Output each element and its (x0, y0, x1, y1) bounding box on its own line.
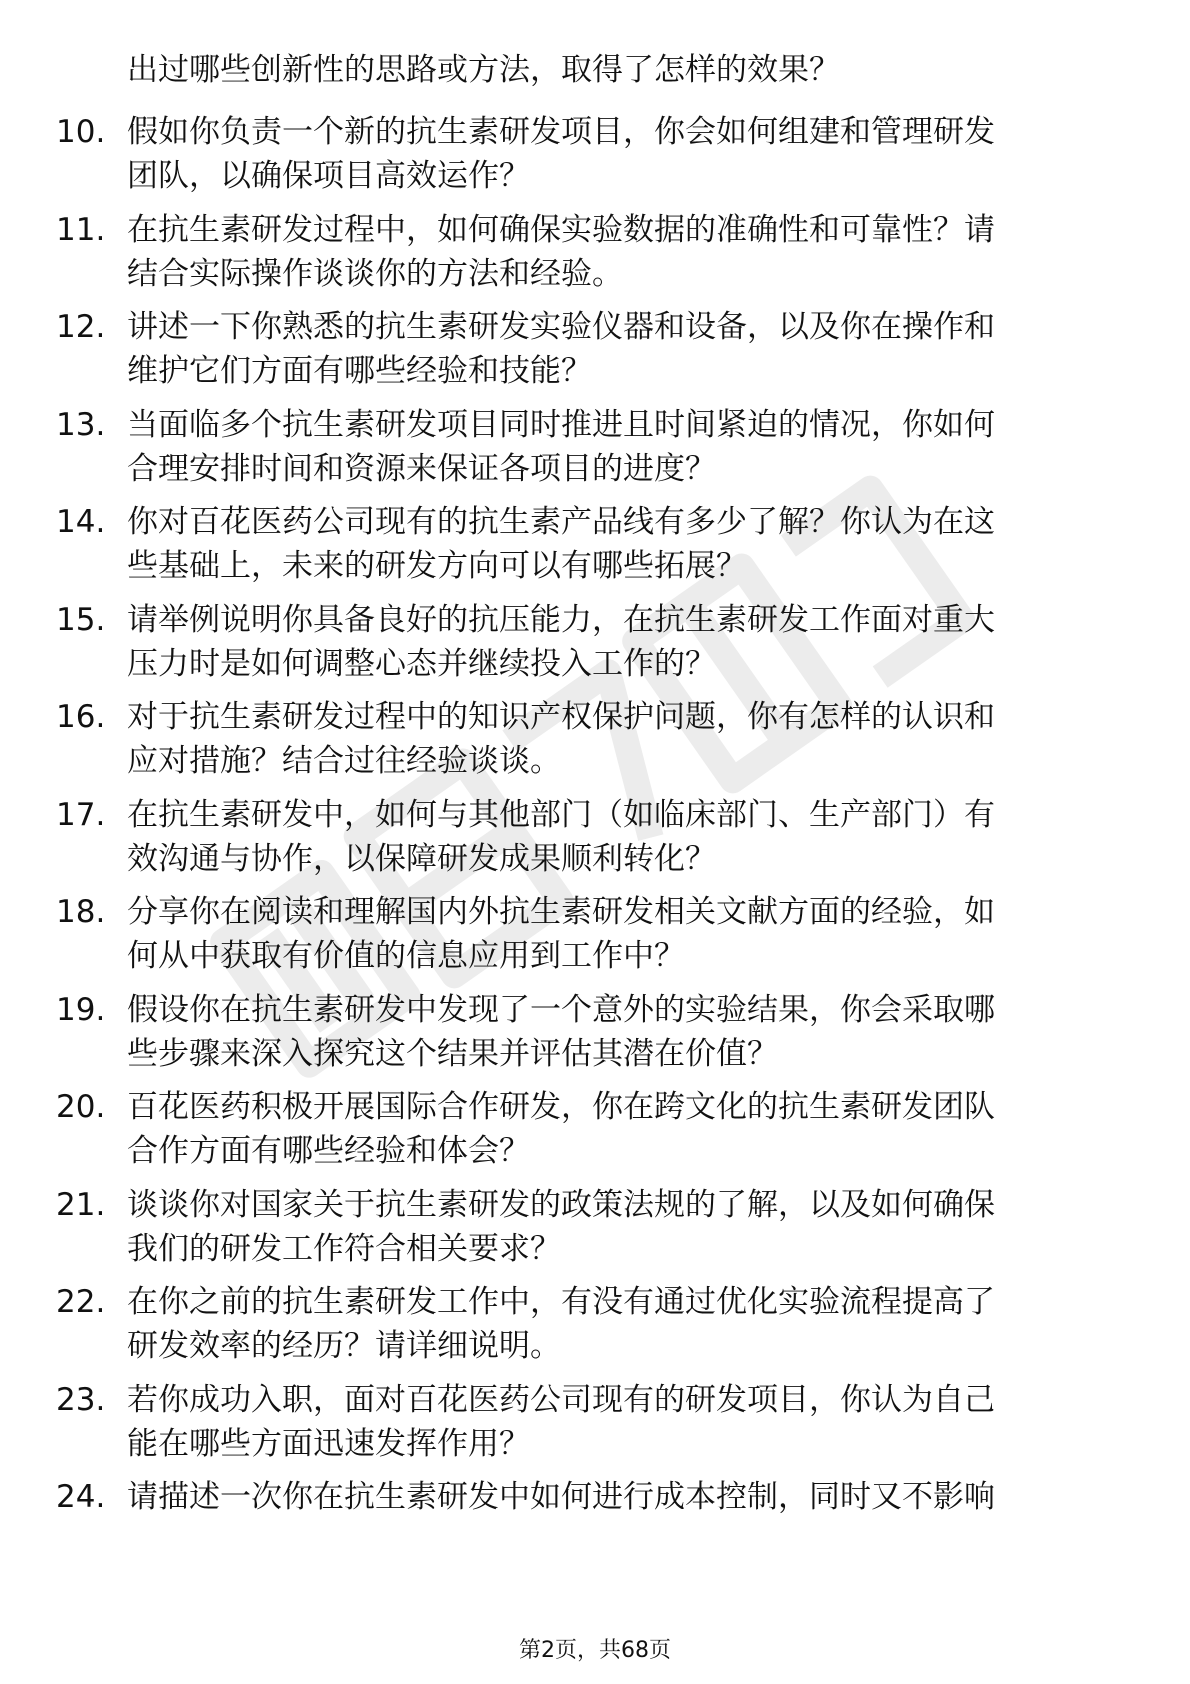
question-line: 你对百花医药公司现有的抗生素产品线有多少了解？你认为在这 (127, 504, 995, 540)
question-line: 百花医药积极开展国际合作研发，你在跨文化的抗生素研发团队 (127, 1089, 995, 1125)
question-number: 18. (56, 894, 106, 930)
question-line: 当面临多个抗生素研发项目同时推进且时间紧迫的情况，你如何 (127, 406, 995, 443)
question-text (127, 500, 1107, 588)
question-number: 11. (56, 211, 106, 248)
question-text (127, 695, 1107, 783)
list-item (0, 890, 1190, 988)
question-text (127, 208, 1107, 296)
question-line: 请举例说明你具备良好的抗压能力，在抗生素研发工作面对重大 (127, 601, 995, 638)
question-number: 24. (56, 1479, 106, 1515)
question-text (127, 110, 1107, 198)
question-line: 效沟通与协作，以保障研发成果顺利转化？ (127, 840, 716, 877)
question-line: 应对措施？结合过往经验谈谈。 (127, 743, 561, 779)
question-text (127, 890, 1107, 978)
page-footer: 第2页，共68页 (519, 1638, 671, 1663)
list-item (0, 1475, 1190, 1573)
list-item (0, 1085, 1190, 1183)
question-number: 23. (56, 1381, 106, 1418)
question-line: 谈谈你对国家关于抗生素研发的政策法规的了解，以及如何确保 (127, 1186, 995, 1223)
list-item (0, 1183, 1190, 1281)
list-item (0, 598, 1190, 696)
question-line: 我们的研发工作符合相关要求？ (127, 1230, 561, 1267)
question-line: 假设你在抗生素研发中发现了一个意外的实验结果，你会采取哪 (127, 991, 995, 1028)
question-number: 10. (56, 114, 106, 150)
question-line: 结合实际操作谈谈你的方法和经验。 (127, 255, 623, 292)
question-line: 合作方面有哪些经验和体会？ (127, 1133, 530, 1169)
question-line: 些基础上，未来的研发方向可以有哪些拓展？ (127, 548, 747, 584)
question-text (127, 305, 1107, 393)
question-line: 分享你在阅读和理解国内外抗生素研发相关文献方面的经验，如 (127, 894, 995, 930)
question-text (127, 1475, 1107, 1519)
question-text (127, 988, 1107, 1076)
question-number: 14. (56, 504, 106, 540)
question-text (127, 1085, 1107, 1173)
question-line: 在抗生素研发中，如何与其他部门（如临床部门、生产部门）有 (127, 796, 995, 833)
question-text (127, 1280, 1107, 1368)
question-line: 在你之前的抗生素研发工作中，有没有通过优化实验流程提高了 (127, 1284, 995, 1320)
list-item (0, 500, 1190, 598)
question-number: 21. (56, 1186, 106, 1223)
question-line: 何从中获取有价值的信息应用到工作中？ (127, 938, 685, 974)
question-number: 19. (56, 991, 106, 1028)
question-number: 20. (56, 1089, 106, 1125)
question-line: 讲述一下你熟悉的抗生素研发实验仪器和设备，以及你在操作和 (127, 309, 995, 345)
question-number: 12. (56, 309, 106, 345)
question-text (127, 1183, 1107, 1271)
question-number: 17. (56, 796, 106, 833)
question-line: 若你成功入职，面对百花医药公司现有的研发项目，你认为自己 (127, 1381, 995, 1418)
question-text (127, 793, 1107, 881)
question-line: 些步骤来深入探究这个结果并评估其潜在价值？ (127, 1035, 778, 1072)
list-item (0, 1378, 1190, 1476)
question-list (0, 110, 1190, 1573)
question-text (127, 598, 1107, 686)
continued-question-text: 出过哪些创新性的思路或方法，取得了怎样的效果？ (127, 52, 840, 88)
question-number: 13. (56, 406, 106, 443)
question-number: 15. (56, 601, 106, 638)
list-item (0, 1280, 1190, 1378)
list-item (0, 208, 1190, 306)
question-line: 在抗生素研发过程中，如何确保实验数据的准确性和可靠性？请 (127, 211, 995, 248)
question-line: 请描述一次你在抗生素研发中如何进行成本控制，同时又不影响 (127, 1479, 995, 1515)
list-item (0, 988, 1190, 1086)
question-line: 研发效率的经历？请详细说明。 (127, 1328, 561, 1364)
question-line: 对于抗生素研发过程中的知识产权保护问题，你有怎样的认识和 (127, 699, 995, 735)
question-text (127, 403, 1107, 491)
question-line: 压力时是如何调整心态并继续投入工作的？ (127, 645, 716, 682)
list-item (0, 793, 1190, 891)
question-line: 能在哪些方面迅速发挥作用？ (127, 1425, 530, 1462)
question-line: 团队，以确保项目高效运作？ (127, 158, 530, 194)
question-number: 16. (56, 699, 106, 735)
list-item (0, 403, 1190, 501)
list-item (0, 305, 1190, 403)
question-line: 假如你负责一个新的抗生素研发项目，你会如何组建和管理研发 (127, 114, 995, 150)
question-text (127, 1378, 1107, 1466)
list-item (0, 110, 1190, 208)
question-number: 22. (56, 1284, 106, 1320)
question-line: 合理安排时间和资源来保证各项目的进度？ (127, 450, 716, 487)
list-item (0, 695, 1190, 793)
question-line: 维护它们方面有哪些经验和技能？ (127, 353, 592, 389)
